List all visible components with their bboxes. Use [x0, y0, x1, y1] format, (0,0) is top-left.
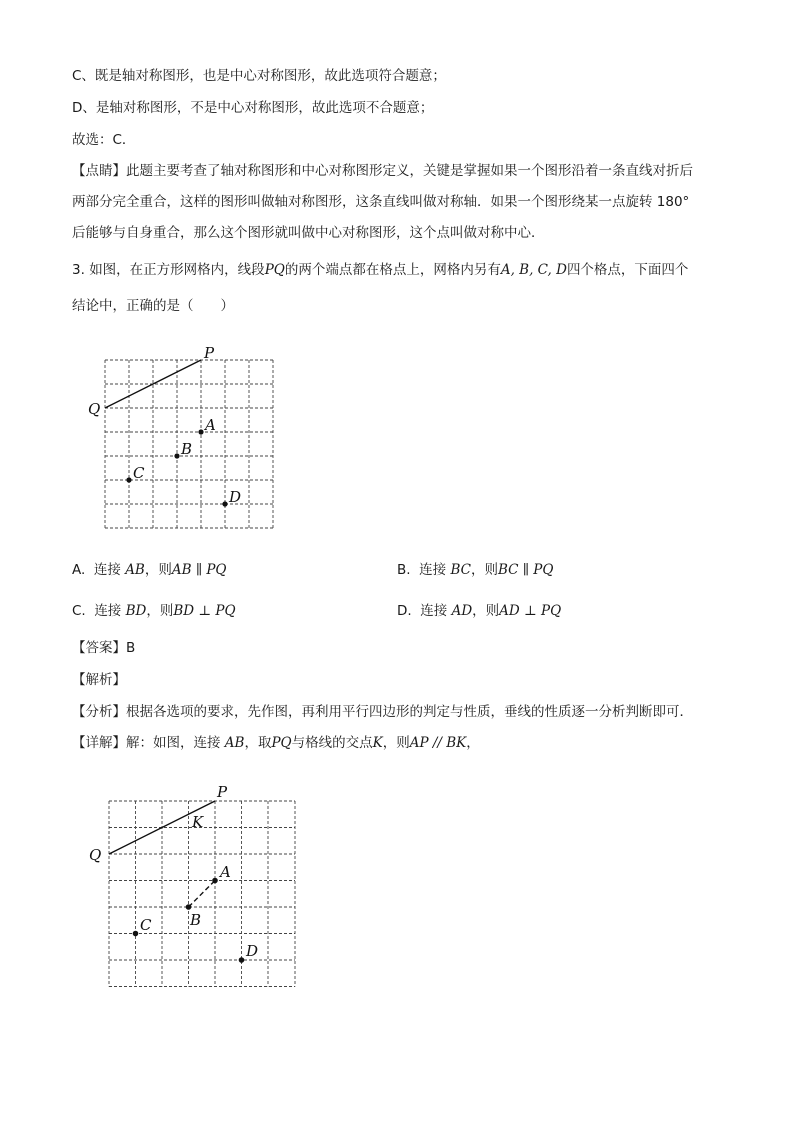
option-a-label: A.: [72, 562, 86, 578]
solution-point-d-dot: [239, 957, 245, 963]
segment-pq: PQ: [264, 262, 285, 278]
point-a-dot: [198, 429, 203, 434]
option-c-rel: BD ⊥ PQ: [173, 603, 236, 619]
prev-option-d: D、是轴对称图形，不是中心对称图形，故此选项不合题意；: [72, 100, 434, 116]
option-b-rel: BC ∥ PQ: [497, 562, 554, 578]
prev-answer: 故选：C．: [72, 132, 136, 148]
question-number: 3.: [72, 262, 85, 278]
option-d-sep: ，则: [472, 603, 500, 619]
detail-rel: AP // BK: [409, 735, 467, 751]
option-d-seg: AD: [451, 603, 473, 619]
option-c-text: 连接: [94, 603, 122, 619]
option-d-label: D.: [397, 603, 412, 619]
solution-label-b: B: [190, 911, 202, 929]
option-c-label: C.: [72, 603, 86, 619]
label-d: D: [229, 488, 242, 506]
option-d[interactable]: [397, 601, 561, 621]
question-line-2: 结论中，正确的是（ ）: [72, 298, 234, 314]
question-text-1a: 如图，在正方形网格内，线段: [89, 262, 265, 278]
solution-label-k: K: [192, 813, 204, 831]
fenxi-line: [72, 702, 693, 722]
label-a: A: [205, 416, 216, 434]
answer-line: [72, 638, 135, 658]
point-b-dot: [174, 453, 179, 458]
comment-tag: 【点睛】: [72, 163, 126, 179]
answer-value: B: [126, 640, 136, 656]
detail-k: K: [372, 735, 383, 751]
solution-label-q: Q: [89, 846, 102, 864]
option-d-text: 连接: [420, 603, 448, 619]
option-a-seg: AB: [125, 562, 145, 578]
option-b[interactable]: [397, 560, 553, 580]
figure-solution-grid: [86, 780, 306, 995]
option-c-seg: BD: [125, 603, 147, 619]
fenxi-tag: 【分析】: [72, 704, 126, 720]
prev-comment-line-3: 后能够与自身重合，那么这个图形就叫做中心对称图形，这个点叫做对称中心．: [72, 225, 545, 241]
prev-comment-line-2: 两部分完全重合，这样的图形叫做轴对称图形，这条直线叫做对称轴．如果一个图形绕某一点旋转 180°: [72, 194, 690, 210]
solution-segment-ab: [189, 881, 216, 908]
option-a-sep: ，则: [144, 562, 172, 578]
detail-text-d: ，则: [382, 735, 410, 751]
option-b-text: 连接: [419, 562, 447, 578]
option-c-sep: ，则: [146, 603, 174, 619]
solution-label-p: P: [217, 783, 228, 801]
point-list: A, B, C, D: [500, 262, 567, 278]
question-line-1: [72, 260, 688, 280]
fenxi-text: 根据各选项的要求，先作图，再利用平行四边形的判定与性质，垂线的性质逐一分析判断即可．: [126, 704, 693, 720]
solution-point-a-dot: [212, 878, 218, 884]
detail-text-b: ，取: [244, 735, 272, 751]
option-a[interactable]: [72, 560, 227, 580]
question-text-1c: 四个格点，下面四个: [566, 262, 689, 278]
option-b-seg: BC: [450, 562, 471, 578]
question-text-1b: 的两个端点都在格点上，网格内另有: [284, 262, 501, 278]
option-a-rel: AB ∥ PQ: [171, 562, 227, 578]
answer-tag: 【答案】: [72, 640, 126, 656]
detail-text-a: 解：如图，连接: [126, 735, 221, 751]
option-b-label: B.: [397, 562, 411, 578]
solution-point-b-dot: [186, 904, 192, 910]
figure-question-grid: [86, 338, 286, 538]
label-b: B: [181, 440, 193, 458]
option-a-text: 连接: [93, 562, 121, 578]
detail-tag: 【详解】: [72, 735, 126, 751]
detail-text-e: ，: [466, 735, 480, 751]
comment-text-1: 此题主要考查了轴对称图形和中心对称图形定义，关键是掌握如果一个图形沿着一条直线对折后: [126, 163, 693, 179]
option-c[interactable]: [72, 601, 236, 621]
solution-label-a: A: [220, 863, 231, 881]
detail-text-c: 与格线的交点: [291, 735, 373, 751]
prev-comment-line-1: [72, 161, 693, 181]
label-p: P: [204, 344, 215, 362]
solution-label-d: D: [246, 942, 259, 960]
option-b-sep: ，则: [470, 562, 498, 578]
prev-option-c: C、既是轴对称图形，也是中心对称图形，故此选项符合题意；: [72, 68, 446, 84]
solution-point-c-dot: [133, 931, 139, 937]
option-d-rel: AD ⊥ PQ: [499, 603, 562, 619]
detail-line: [72, 733, 480, 753]
solution-label-c: C: [140, 916, 152, 934]
detail-ab: AB: [224, 735, 245, 751]
analysis-tag: 【解析】: [72, 672, 126, 688]
label-q: Q: [88, 400, 101, 418]
detail-pq: PQ: [271, 735, 292, 751]
label-c: C: [133, 464, 145, 482]
point-d-dot: [222, 501, 227, 506]
point-c-dot: [126, 477, 131, 482]
